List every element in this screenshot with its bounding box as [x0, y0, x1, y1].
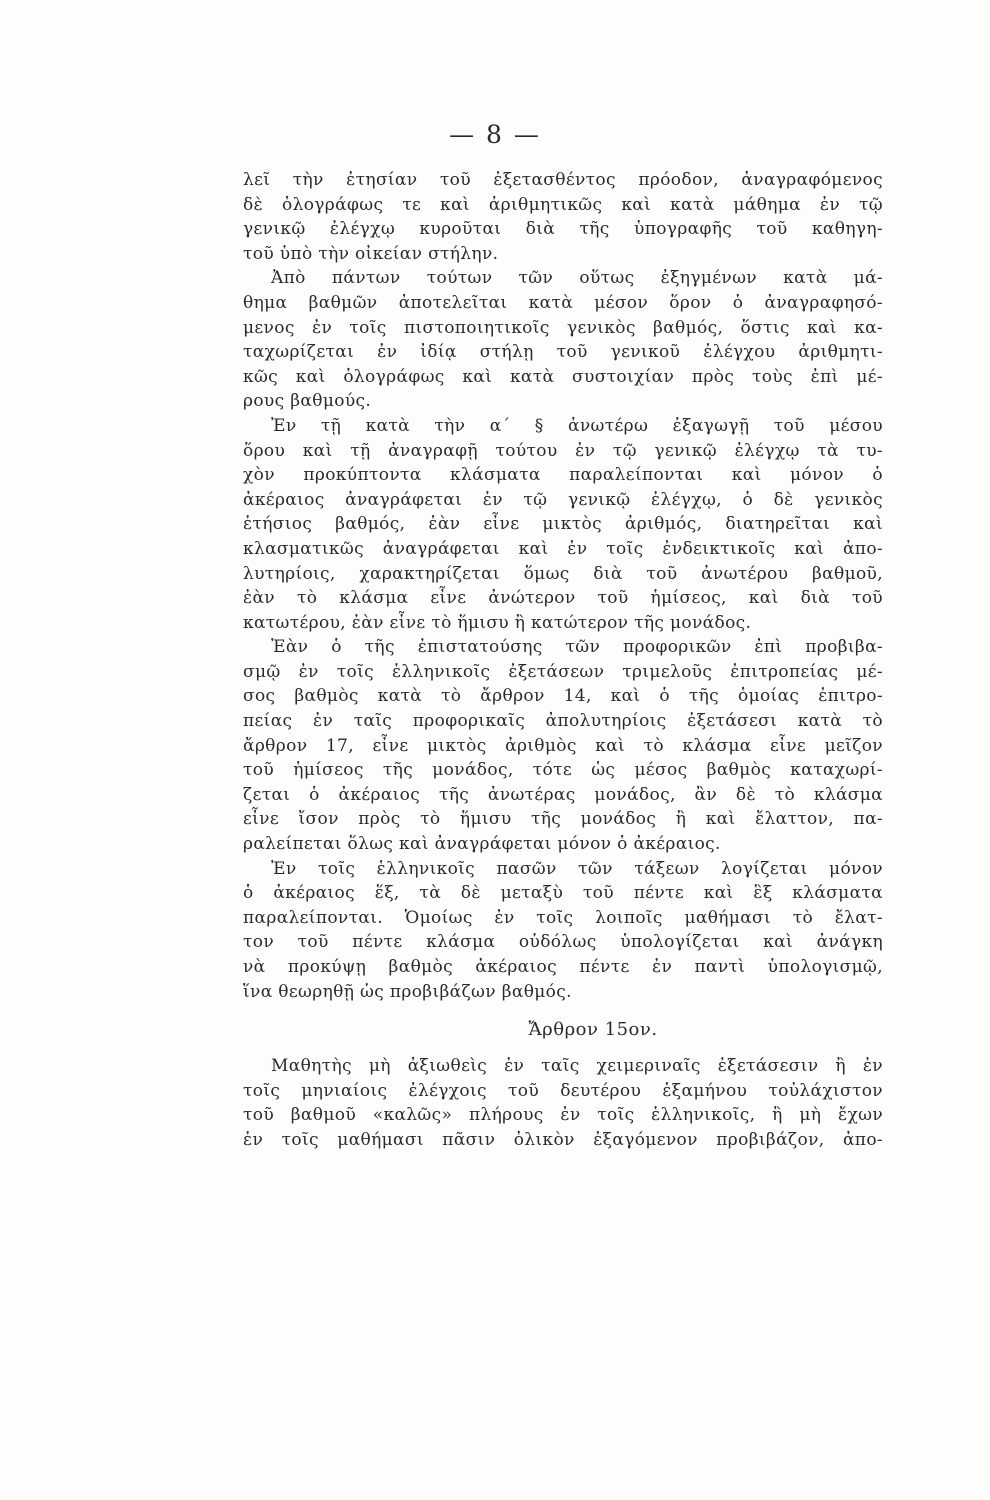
text-line: δὲ ὁλογράφως τε καὶ ἀριθμητικῶς καὶ κατὰ μάθημα ἐν τῷ	[243, 194, 883, 215]
text-line: λεῖ τὴν ἐτησίαν τοῦ ἐξετασθέντος πρόοδον, ἀναγραφόμενος	[243, 170, 883, 190]
text-line: ἐὰν τὸ κλάσμα εἶνε ἀνώτερον τοῦ ἡμίσεος, καὶ διὰ τοῦ	[243, 588, 883, 609]
text-line: θημα βαθμῶν ἀποτελεῖται κατὰ μέσον ὅρον ὁ ἀναγραφησό-	[243, 292, 883, 313]
text-line: παραλείπονται. Ὁμοίως ἐν τοῖς λοιποῖς μαθήμασι τὸ ἔλατ-	[243, 907, 883, 928]
text-line: Μαθητὴς μὴ ἀξιωθεὶς ἐν ταῖς χειμεριναῖς ἐξετάσεσιν ἢ ἐν	[271, 1056, 883, 1077]
paragraph-5	[243, 857, 883, 1005]
text-line: ἐν τοῖς μαθήμασι πᾶσιν ὁλικὸν ἐξαγόμενον προβιβάζον, ἀπο-	[243, 1129, 883, 1150]
text-line: Ἐὰν ὁ τῆς ἐπιστατούσης τῶν προφορικῶν ἐπὶ προβιβα-	[271, 637, 883, 658]
body-text	[243, 168, 883, 1153]
text-line: τοῦ βαθμοῦ «καλῶς» πλήρους ἐν τοῖς ἑλληνικοῖς, ἢ μὴ ἔχων	[243, 1105, 883, 1126]
text-line: ταχωρίζεται ἐν ἰδίᾳ στήλῃ τοῦ γενικοῦ ἐλέγχου ἀριθμητι-	[243, 342, 883, 363]
text-line: χὸν προκύπτοντα κλάσματα παραλείπονται καὶ μόνον ὁ	[243, 465, 883, 486]
text-line: Ἀπὸ πάντων τούτων τῶν οὕτως ἐξηγμένων κατὰ μά-	[271, 268, 883, 289]
text-line: νὰ προκύψῃ βαθμὸς ἀκέραιος πέντε ἐν παντὶ ὑπολογισμῷ,	[243, 957, 883, 977]
text-line: σος βαθμὸς κατὰ τὸ ἄρθρον 14, καὶ ὁ τῆς ὁμοίας ἐπιτρο-	[243, 686, 883, 707]
text-line: σμῷ ἐν τοῖς ἑλληνικοῖς ἐξετάσεων τριμελοῦς ἐπιτροπείας μέ-	[243, 661, 883, 682]
paragraph-4	[243, 635, 883, 856]
text-line: γενικῷ ἐλέγχῳ κυροῦται διὰ τῆς ὑπογραφῆς τοῦ καθηγη-	[243, 219, 883, 240]
text-line: εἶνε ἴσον πρὸς τὸ ἥμισυ τῆς μονάδος ἢ καὶ ἔλαττον, πα-	[243, 809, 883, 830]
text-line: ἀκέραιος ἀναγράφεται ἐν τῷ γενικῷ ἐλέγχῳ, ὁ δὲ γενικὸς	[243, 489, 883, 510]
paragraph-2	[243, 266, 883, 414]
paragraph-3	[243, 414, 883, 635]
text-line: κατωτέρου, ἐὰν εἶνε τὸ ἥμισυ ἢ κατώτερον τῆς μονάδος.	[243, 612, 752, 633]
paragraph-1	[243, 168, 883, 266]
text-line: τοῦ ὑπὸ τὴν οἰκείαν στήλην.	[243, 243, 499, 264]
text-line: ἄρθρον 17, εἶνε μικτὸς ἀριθμὸς καὶ τὸ κλάσμα εἶνε μεῖζον	[243, 735, 883, 756]
text-line: κῶς καὶ ὁλογράφως καὶ κατὰ συστοιχίαν πρὸς τοὺς ἐπὶ μέ-	[243, 366, 883, 387]
article-heading: Ἄρθρον 15ον.	[528, 1019, 658, 1041]
text-line: κλασματικῶς ἀναγράφεται καὶ ἐν τοῖς ἐνδεικτικοῖς καὶ ἀπο-	[243, 538, 883, 559]
text-line: τοῦ ἡμίσεος τῆς μονάδος, τότε ὡς μέσος βαθμὸς καταχωρί-	[243, 760, 883, 781]
text-line: ραλείπεται ὅλως καὶ ἀναγράφεται μόνον ὁ ἀκέραιος.	[243, 834, 721, 855]
text-line: τοῖς μηνιαίοις ἐλέγχοις τοῦ δευτέρου ἑξαμήνου τοὐλάχιστον	[243, 1080, 883, 1101]
text-line: ὅρου καὶ τῇ ἀναγραφῇ τούτου ἐν τῷ γενικῷ ἐλέγχῳ τὰ τυ-	[243, 440, 883, 461]
text-line: ὁ ἀκέραιος ἕξ, τὰ δὲ μεταξὺ τοῦ πέντε καὶ ἓξ κλάσματα	[243, 883, 883, 904]
text-line: τον τοῦ πέντε κλάσμα οὐδόλως ὑπολογίζεται καὶ ἀνάγκη	[243, 932, 883, 953]
text-line: μενος ἐν τοῖς πιστοποιητικοῖς γενικὸς βαθμός, ὅστις καὶ κα-	[243, 317, 883, 338]
text-line: ζεται ὁ ἀκέραιος τῆς ἀνωτέρας μονάδος, ἂν δὲ τὸ κλάσμα	[243, 784, 883, 805]
text-line: λυτηρίοις, χαρακτηρίζεται ὅμως διὰ τοῦ ἀνωτέρου βαθμοῦ,	[243, 563, 883, 584]
page-number: — 8 —	[449, 120, 541, 149]
text-line: Ἐν τοῖς ἑλληνικοῖς πασῶν τῶν τάξεων λογίζεται μόνον	[271, 858, 883, 879]
text-line: Ἐν τῇ κατὰ τὴν α΄ § ἀνωτέρω ἐξαγωγῇ τοῦ μέσου	[271, 415, 883, 436]
text-line: ἵνα θεωρηθῇ ὡς προβιβάζων βαθμός.	[243, 981, 572, 1002]
text-line: ρους βαθμούς.	[243, 391, 372, 412]
article-paragraph	[243, 1054, 883, 1152]
text-line: πείας ἐν ταῖς προφορικαῖς ἀπολυτηρίοις ἐξετάσεσι κατὰ τὸ	[243, 711, 883, 732]
text-line: ἐτήσιος βαθμός, ἐὰν εἶνε μικτὸς ἀριθμός, διατηρεῖται καὶ	[243, 514, 883, 535]
